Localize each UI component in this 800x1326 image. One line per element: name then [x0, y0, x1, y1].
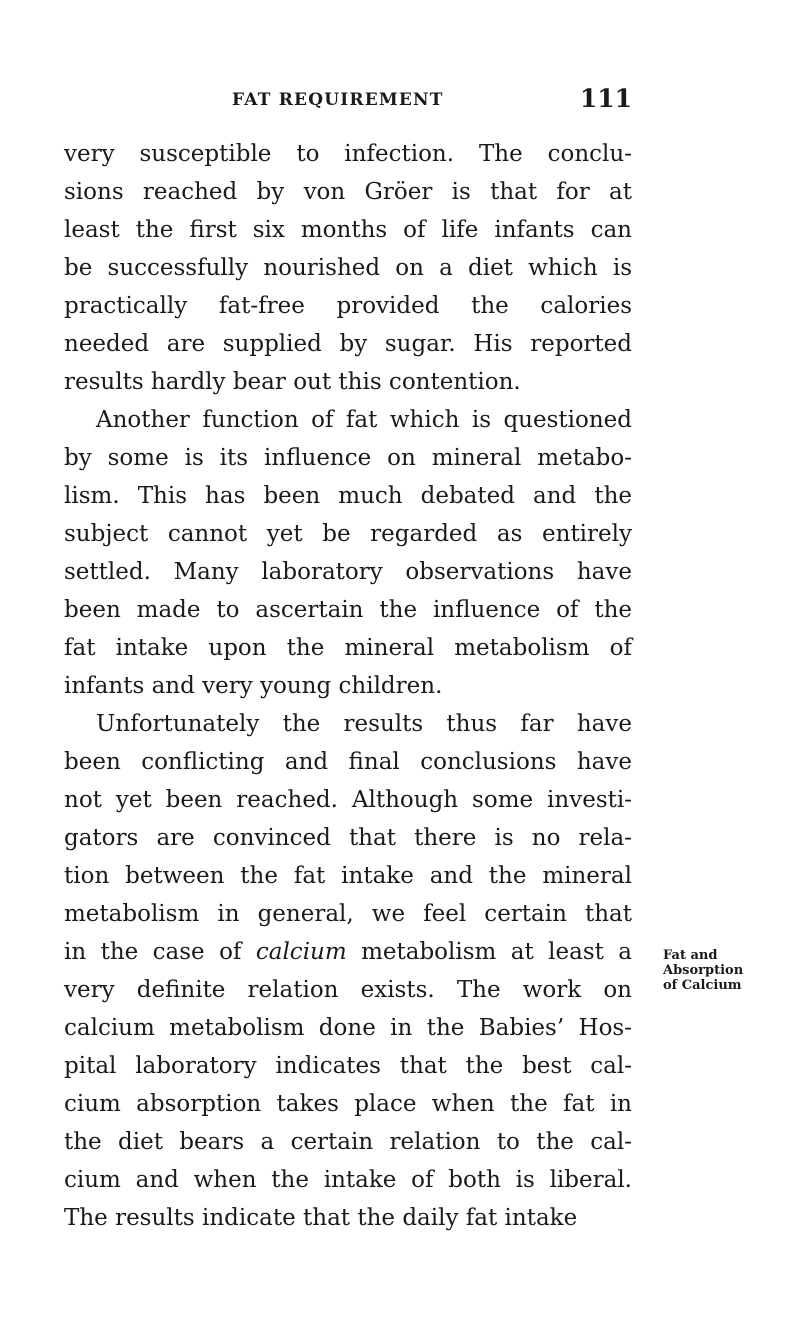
emphasis-text: calcium: [255, 939, 347, 965]
text-segment: practically fat-free provided the calories: [64, 293, 632, 319]
text-segment: The results indicate that the daily fat intake: [64, 1205, 578, 1231]
text-segment: very definite relation exists. The work on: [64, 977, 632, 1003]
text-segment: needed are supplied by sugar. His reported: [64, 331, 632, 357]
text-line: [64, 173, 632, 211]
text-line: [64, 667, 632, 705]
text-segment: subject cannot yet be regarded as entirely: [64, 521, 632, 547]
text-segment: been made to ascertain the influence of the: [64, 597, 632, 623]
text-line: [64, 211, 632, 249]
text-segment: the diet bears a certain relation to the cal-: [64, 1129, 632, 1155]
text-segment: cium absorption takes place when the fat in: [64, 1091, 632, 1117]
running-title: FAT REQUIREMENT: [232, 90, 444, 110]
text-segment: been conflicting and final conclusions have: [64, 749, 632, 775]
text-segment: metabolism in general, we feel certain that: [64, 901, 632, 927]
text-line: [64, 135, 632, 173]
text-line: [64, 781, 632, 819]
text-line: [64, 895, 632, 933]
text-line: [64, 857, 632, 895]
text-segment: in the case of: [64, 939, 256, 965]
text-segment: Another function of fat which is questioned: [96, 407, 632, 433]
text-line: [64, 933, 632, 971]
text-line: [64, 477, 632, 515]
body-text: [64, 135, 632, 1237]
text-segment: tion between the fat intake and the mineral: [64, 863, 632, 889]
text-segment: very susceptible to infection. The conclu-: [64, 141, 632, 167]
text-line: [64, 401, 632, 439]
text-segment: sions reached by von Gröer is that for at: [64, 179, 632, 205]
margin-note-line: Fat and: [663, 948, 718, 963]
text-segment: Unfortunately the results thus far have: [96, 711, 632, 737]
text-segment: gators are convinced that there is no rela-: [64, 825, 632, 851]
text-segment: least the first six months of life infants can: [64, 217, 632, 243]
running-head: [64, 84, 632, 116]
text-line: [64, 705, 632, 743]
margin-note-line: Absorption: [663, 963, 744, 978]
text-line: [64, 743, 632, 781]
text-line: [64, 819, 632, 857]
page-number: 111: [579, 84, 632, 113]
text-segment: by some is its influence on mineral metabo-: [64, 445, 632, 471]
text-segment: pital laboratory indicates that the best cal-: [64, 1053, 632, 1079]
text-line: [64, 1085, 632, 1123]
text-segment: metabolism at least a: [346, 939, 632, 965]
text-segment: be successfully nourished on a diet which is: [64, 255, 632, 281]
margin-note: [663, 948, 768, 993]
text-segment: infants and very young children.: [64, 673, 443, 699]
text-line: [64, 629, 632, 667]
text-segment: cium and when the intake of both is liberal.: [64, 1167, 632, 1193]
text-segment: fat intake upon the mineral metabolism of: [64, 635, 632, 661]
text-line: [64, 249, 632, 287]
text-line: [64, 1161, 632, 1199]
text-line: [64, 363, 632, 401]
text-line: [64, 1123, 632, 1161]
text-line: [64, 439, 632, 477]
text-line: [64, 325, 632, 363]
text-line: [64, 971, 632, 1009]
margin-note-line: of Calcium: [663, 978, 742, 993]
text-segment: results hardly bear out this contention.: [64, 369, 521, 395]
text-segment: not yet been reached. Although some investi-: [64, 787, 632, 813]
text-line: [64, 1199, 632, 1237]
text-line: [64, 1009, 632, 1047]
text-line: [64, 553, 632, 591]
text-segment: calcium metabolism done in the Babies’ Hos-: [64, 1015, 632, 1041]
text-line: [64, 591, 632, 629]
text-segment: settled. Many laboratory observations have: [64, 559, 632, 585]
text-line: [64, 1047, 632, 1085]
text-line: [64, 515, 632, 553]
text-line: [64, 287, 632, 325]
text-segment: lism. This has been much debated and the: [64, 483, 632, 509]
